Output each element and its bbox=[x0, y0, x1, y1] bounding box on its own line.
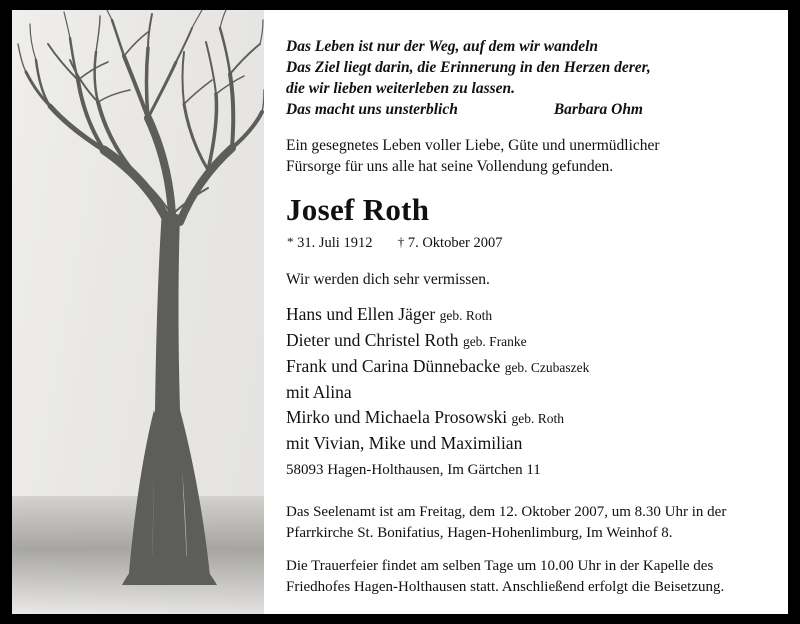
ceremony-line-2: Friedhofes Hagen-Holthausen statt. Anschließend erfolgt die Beisetzung. bbox=[286, 579, 725, 595]
family-list bbox=[286, 302, 766, 456]
tree-silhouette-icon bbox=[12, 10, 264, 614]
family-name: Dieter und Christel Roth bbox=[286, 330, 459, 350]
poem-line-3: die wir lieben weiterleben zu lassen. bbox=[286, 80, 516, 97]
death-symbol: † bbox=[397, 234, 405, 249]
service-line-2: Pfarrkirche St. Bonifatius, Hagen-Hohenlimburg, Im Weinhof 8. bbox=[286, 525, 673, 541]
address-line: 58093 Hagen-Holthausen, Im Gärtchen 11 bbox=[286, 462, 541, 478]
family-name: Hans und Ellen Jäger bbox=[286, 304, 436, 324]
family-maiden-name: geb. Czubaszek bbox=[504, 360, 590, 375]
family-maiden-name: geb. Franke bbox=[462, 334, 527, 349]
deceased-name: Josef Roth bbox=[286, 192, 430, 227]
poem-line-4: Das macht uns unsterblich bbox=[286, 101, 458, 118]
ceremony-line-1: Die Trauerfeier findet am selben Tage um 10.00 Uhr in der Kapelle des bbox=[286, 558, 714, 574]
death-date: 7. Oktober 2007 bbox=[407, 235, 503, 251]
list-item bbox=[286, 328, 766, 354]
poem-line-4-row bbox=[286, 99, 766, 120]
ceremony-block bbox=[286, 556, 776, 598]
service-block bbox=[286, 502, 776, 544]
list-item bbox=[286, 354, 766, 380]
service-line-1: Das Seelenamt ist am Freitag, dem 12. Oktober 2007, um 8.30 Uhr in der bbox=[286, 504, 727, 520]
intro-line-2: Fürsorge für uns alle hat seine Vollendung gefunden. bbox=[286, 158, 614, 175]
poem-line-2: Das Ziel liegt darin, die Erinnerung in den Herzen derer, bbox=[286, 59, 651, 76]
tree-photograph bbox=[12, 10, 264, 614]
intro-block bbox=[286, 135, 766, 177]
intro-line-1: Ein gesegnetes Leben voller Liebe, Güte und unermüdlicher bbox=[286, 137, 660, 154]
family-name: mit Alina bbox=[286, 382, 352, 402]
farewell-line: Wir werden dich sehr vermissen. bbox=[286, 271, 490, 288]
list-item bbox=[286, 302, 766, 328]
list-item bbox=[286, 380, 766, 405]
list-item bbox=[286, 405, 766, 431]
obituary-text-column bbox=[276, 10, 776, 614]
birth-symbol: * bbox=[287, 234, 294, 249]
poem-line-1: Das Leben ist nur der Weg, auf dem wir wandeln bbox=[286, 38, 599, 55]
list-item bbox=[286, 431, 766, 456]
family-name: Mirko und Michaela Prosowski bbox=[286, 407, 508, 427]
family-maiden-name: geb. Roth bbox=[439, 308, 493, 323]
family-name: Frank und Carina Dünnebacke bbox=[286, 356, 501, 376]
poem-block bbox=[286, 36, 766, 120]
obituary-card bbox=[12, 10, 788, 614]
poem-author: Barbara Ohm bbox=[553, 101, 643, 118]
birth-date: 31. Juli 1912 bbox=[297, 235, 373, 251]
family-maiden-name: geb. Roth bbox=[511, 411, 565, 426]
life-dates bbox=[287, 233, 502, 252]
family-name: mit Vivian, Mike und Maximilian bbox=[286, 433, 523, 453]
